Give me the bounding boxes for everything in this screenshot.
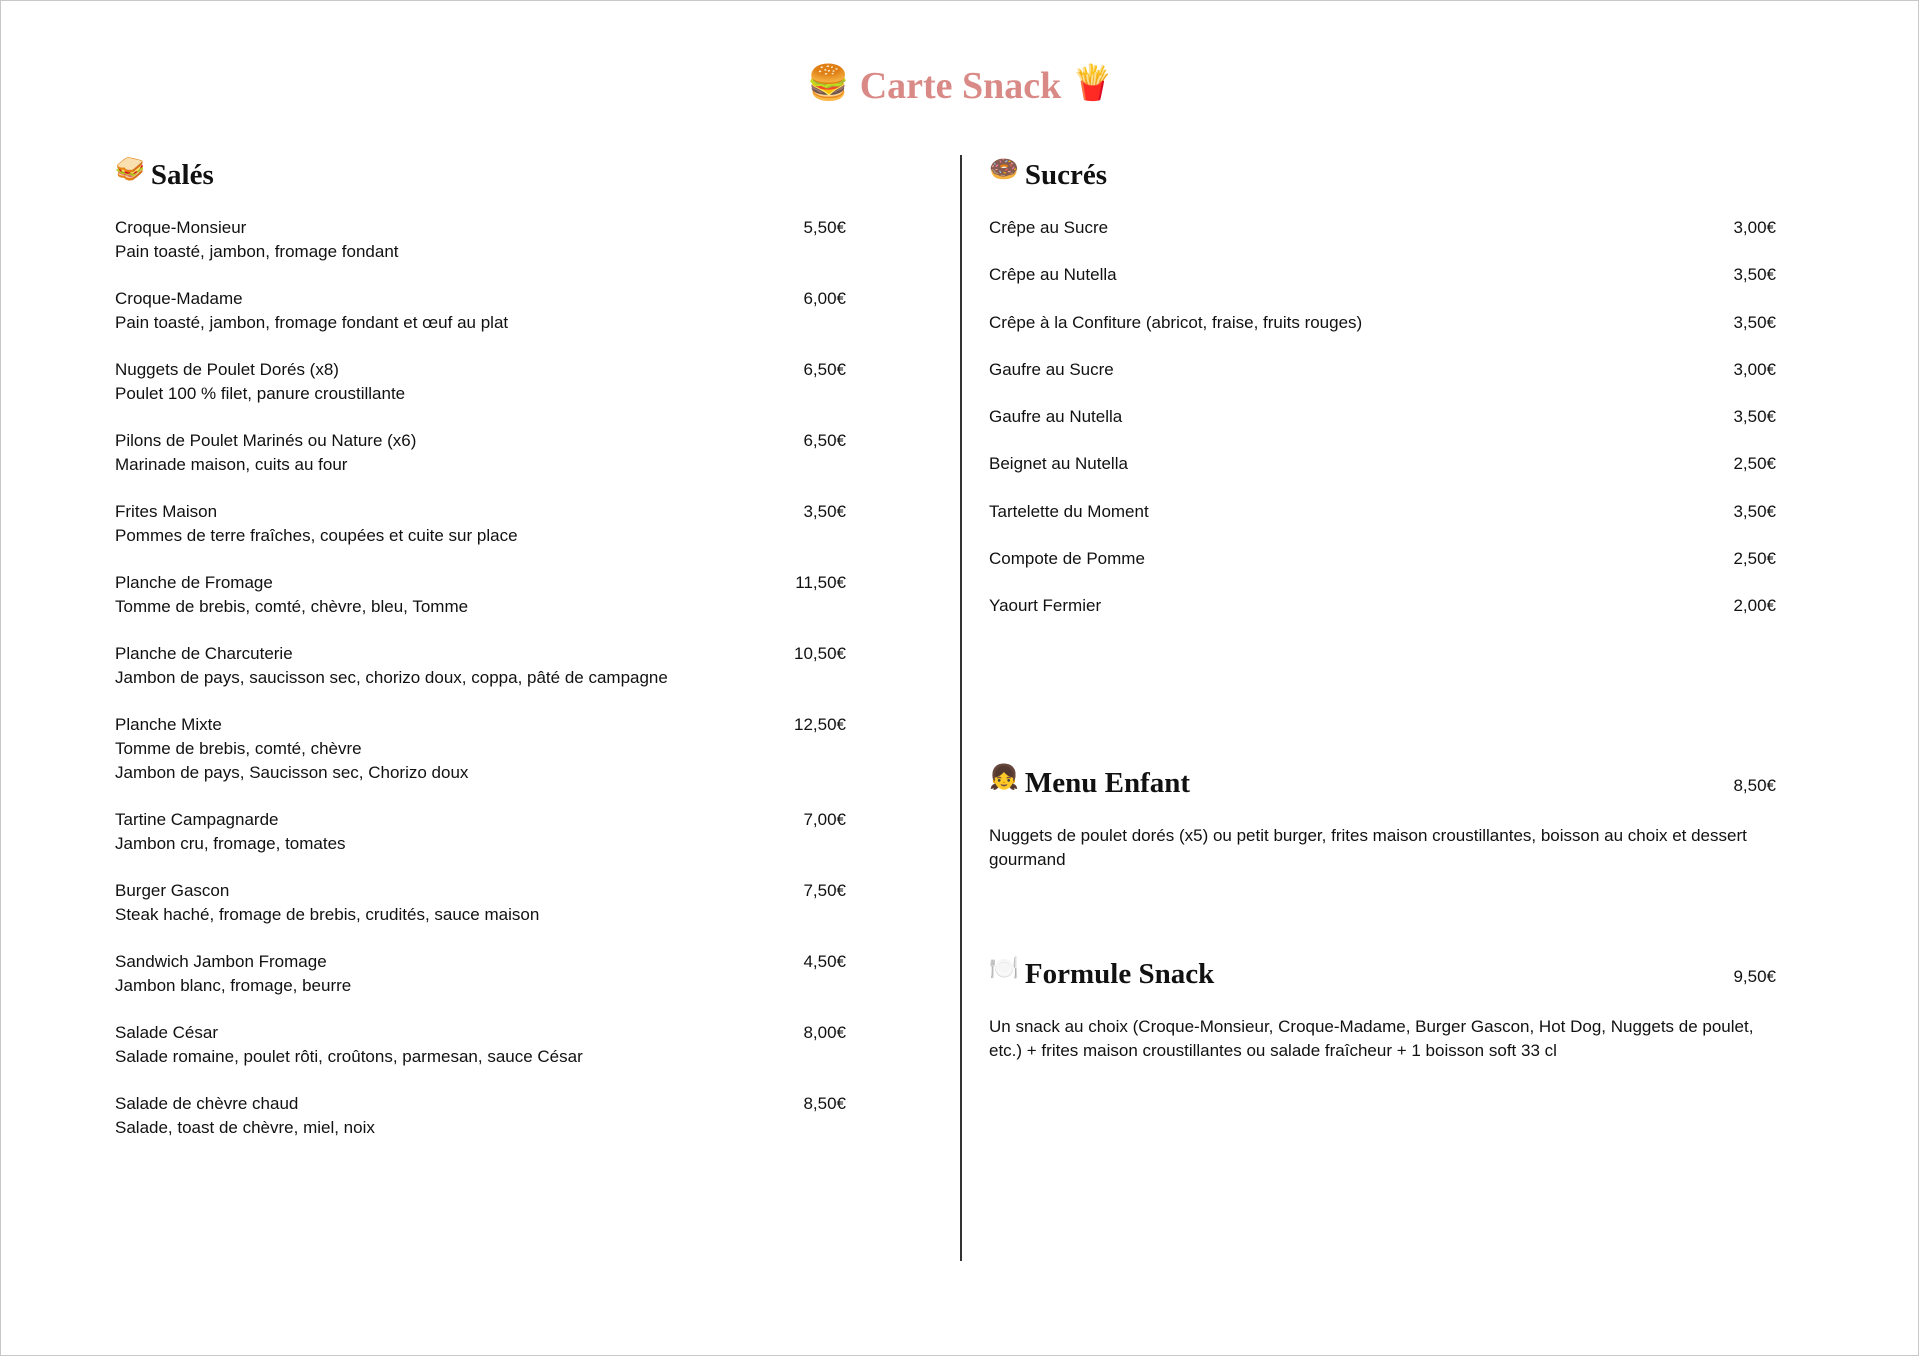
formule-snack-price: 9,50€	[1733, 967, 1776, 986]
item-name: Gaufre au Sucre	[989, 359, 1114, 379]
donut-icon: 🍩	[989, 157, 1019, 183]
menu-item	[115, 429, 846, 477]
item-description: Marinade maison, cuits au four	[115, 455, 348, 474]
item-name: Pilons de Poulet Marinés ou Nature (x6)	[115, 431, 417, 450]
item-name: Frites Maison	[115, 502, 218, 521]
sales-heading-text: Salés	[150, 159, 214, 191]
item-name: Gaufre au Nutella	[989, 407, 1123, 427]
item-name: Sandwich Jambon Fromage	[115, 952, 327, 971]
column-divider	[960, 155, 962, 1261]
menu-item	[989, 405, 1776, 452]
menu-item	[115, 808, 846, 856]
fries-icon: 🍟	[1071, 65, 1114, 102]
menu-item	[115, 287, 846, 335]
item-description: Salade romaine, poulet rôti, croûtons, parmesan, sauce César	[115, 1047, 583, 1066]
menu-item	[115, 358, 846, 406]
item-name: Croque-Monsieur	[115, 218, 247, 237]
sucres-list	[989, 216, 1776, 642]
item-name: Compote de Pomme	[989, 549, 1145, 569]
child-icon: 👧	[989, 765, 1019, 791]
menu-item	[115, 642, 846, 690]
item-description: Poulet 100 % filet, panure croustillante	[115, 384, 406, 403]
item-price: 8,00€	[803, 1023, 846, 1042]
menu-item	[115, 713, 846, 785]
menu-item	[989, 216, 1776, 263]
item-price: 6,50€	[803, 360, 846, 379]
item-price: 4,50€	[803, 952, 846, 971]
sucres-heading	[989, 157, 1107, 193]
item-price: 7,00€	[803, 810, 846, 829]
item-name: Planche de Charcuterie	[115, 644, 293, 663]
item-name: Planche de Fromage	[115, 573, 273, 592]
menu-item	[989, 311, 1776, 358]
menu-item	[115, 216, 846, 264]
item-name: Croque-Madame	[115, 289, 243, 308]
item-price: 3,50€	[1733, 407, 1776, 427]
item-price: 2,00€	[1733, 596, 1776, 616]
menu-item	[989, 452, 1776, 499]
item-price: 8,50€	[803, 1094, 846, 1113]
item-description: Steak haché, fromage de brebis, crudités, sauce maison	[115, 905, 540, 924]
item-description: Salade, toast de chèvre, miel, noix	[115, 1118, 375, 1137]
item-description: Pain toasté, jambon, fromage fondant et œuf au plat	[115, 313, 509, 332]
menu-item	[989, 500, 1776, 547]
item-price: 12,50€	[794, 715, 846, 734]
item-price: 3,00€	[1733, 218, 1776, 237]
sales-heading	[115, 157, 214, 193]
page-title-text: Carte Snack	[859, 65, 1062, 107]
item-name: Crêpe au Sucre	[989, 218, 1109, 237]
item-price: 6,00€	[803, 289, 846, 308]
item-price: 3,00€	[1733, 359, 1776, 379]
burger-icon: 🍔	[807, 65, 850, 102]
item-price: 3,50€	[803, 502, 846, 521]
menu-enfant-heading-text: Menu Enfant	[1024, 767, 1191, 799]
sales-list	[115, 216, 846, 1163]
menu-item	[115, 1021, 846, 1069]
menu-item	[989, 547, 1776, 594]
item-price: 2,50€	[1733, 454, 1776, 474]
formule-snack-heading-text: Formule Snack	[1024, 958, 1215, 990]
sucres-heading-text: Sucrés	[1024, 159, 1108, 191]
item-price: 6,50€	[803, 431, 846, 450]
item-name: Crêpe au Nutella	[989, 265, 1117, 285]
item-description: Tomme de brebis, comté, chèvre, bleu, Tomme	[115, 597, 469, 616]
item-name: Tartelette du Moment	[989, 501, 1149, 521]
item-name: Burger Gascon	[115, 881, 230, 900]
item-name: Nuggets de Poulet Dorés (x8)	[115, 360, 339, 379]
menu-enfant-price: 8,50€	[1733, 776, 1776, 795]
page-title	[1, 59, 1919, 111]
menu-item	[989, 358, 1776, 405]
item-name: Tartine Campagnarde	[115, 810, 279, 829]
item-description: Pain toasté, jambon, fromage fondant	[115, 242, 399, 261]
menu-item	[989, 263, 1776, 310]
plate-icon: 🍽️	[989, 956, 1019, 982]
item-description: Jambon de pays, saucisson sec, chorizo doux, coppa, pâté de campagne	[115, 668, 668, 687]
item-price: 3,50€	[1733, 501, 1776, 521]
menu-enfant-description: Nuggets de poulet dorés (x5) ou petit burger, frites maison croustillantes, boisson au choix et dessert gourmand	[989, 826, 1747, 869]
item-name: Salade César	[115, 1023, 219, 1042]
item-description: Tomme de brebis, comté, chèvre Jambon de pays, Saucisson sec, Chorizo doux	[115, 739, 469, 782]
item-name: Crêpe à la Confiture (abricot, fraise, fruits rouges)	[989, 312, 1363, 332]
item-description: Jambon cru, fromage, tomates	[115, 834, 346, 853]
menu-item	[989, 594, 1776, 641]
menu-item	[115, 879, 846, 927]
item-name: Salade de chèvre chaud	[115, 1094, 299, 1113]
item-description: Pommes de terre fraîches, coupées et cuite sur place	[115, 526, 518, 545]
item-price: 5,50€	[803, 218, 846, 237]
item-price: 7,50€	[803, 881, 846, 900]
item-price: 3,50€	[1733, 312, 1776, 332]
formule-snack-description: Un snack au choix (Croque-Monsieur, Croque-Madame, Burger Gascon, Hot Dog, Nuggets de poulet, etc.) + frites maison croustillantes ou salade fraîcheur + 1 boisson soft 33 cl	[989, 1017, 1754, 1060]
menu-item	[115, 1092, 846, 1140]
item-price: 10,50€	[794, 644, 846, 663]
menu-enfant-heading	[989, 765, 1190, 801]
item-price: 2,50€	[1733, 549, 1776, 569]
item-name: Planche Mixte	[115, 715, 222, 734]
formule-snack-heading	[989, 956, 1214, 992]
menu-item	[115, 950, 846, 998]
item-description: Jambon blanc, fromage, beurre	[115, 976, 352, 995]
item-price: 3,50€	[1733, 265, 1776, 285]
item-name: Beignet au Nutella	[989, 454, 1128, 474]
sandwich-icon: 🥪	[115, 157, 145, 183]
item-price: 11,50€	[795, 573, 846, 592]
menu-item	[115, 571, 846, 619]
item-name: Yaourt Fermier	[989, 596, 1102, 616]
menu-item	[115, 500, 846, 548]
